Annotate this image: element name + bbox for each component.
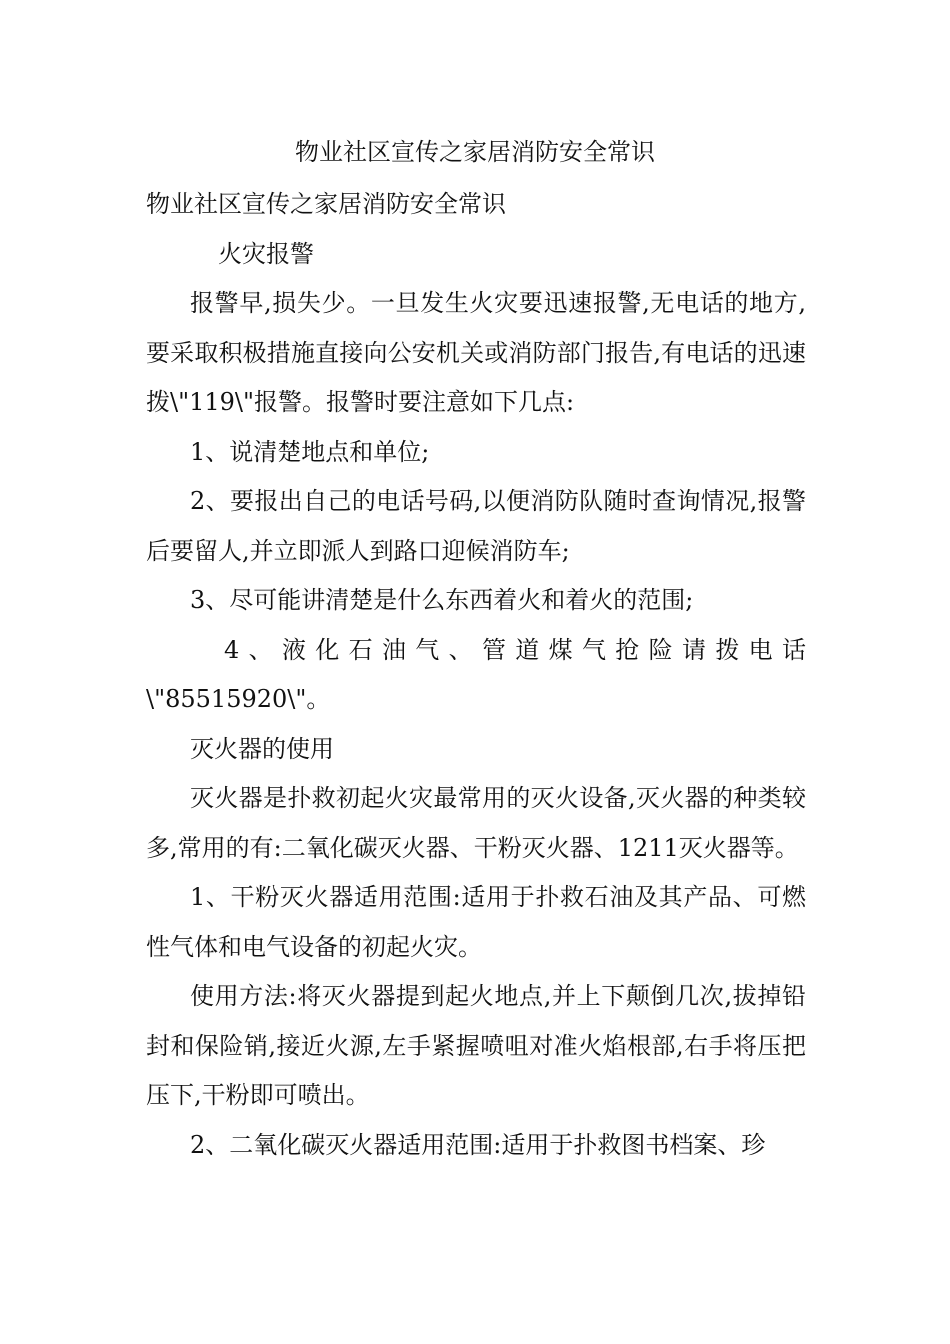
section-heading-fire-alarm: 火灾报警 <box>218 239 314 268</box>
document-title: 物业社区宣传之家居消防安全常识 <box>295 138 655 166</box>
paragraph-dry-powder-usage: 使用方法:将灭火器提到起火地点,并上下颠倒几次,拔掉铅封和保险销,接近火源,左手紧握喷咀对准火焰根部,右手将压把压下,干粉即可喷出。 <box>146 982 806 1109</box>
paragraph-extinguisher-intro: 灭火器是扑救初起火灾最常用的灭火设备,灭火器的种类较多,常用的有:二氧化碳灭火器、干粉灭火器、1211灭火器等。 <box>146 784 806 862</box>
paragraph-dry-powder-scope: 1、干粉灭火器适用范围:适用于扑救石油及其产品、可燃性气体和电气设备的初起火灾。 <box>146 883 806 961</box>
alarm-point-4: 4、液化石油气、管道煤气抢险请拨电话\"85515920\"。 <box>146 635 806 713</box>
document-body <box>146 180 806 1170</box>
paragraph-co2-scope: 2、二氧化碳灭火器适用范围:适用于扑救图书档案、珍 <box>190 1130 766 1159</box>
document-subtitle: 物业社区宣传之家居消防安全常识 <box>146 190 506 218</box>
alarm-point-3: 3、尽可能讲清楚是什么东西着火和着火的范围; <box>190 586 694 614</box>
paragraph-alarm-intro: 报警早,损失少。一旦发生火灾要迅速报警,无电话的地方,要采取积极措施直接向公安机关或消防部门报告,有电话的迅速拨\"119\"报警。报警时要注意如下几点: <box>146 289 806 416</box>
alarm-point-2: 2、要报出自己的电话号码,以便消防队随时查询情况,报警后要留人,并立即派人到路口迎候消防车; <box>146 487 806 565</box>
section-heading-extinguisher: 灭火器的使用 <box>190 734 334 763</box>
alarm-point-1: 1、说清楚地点和单位; <box>190 437 430 466</box>
